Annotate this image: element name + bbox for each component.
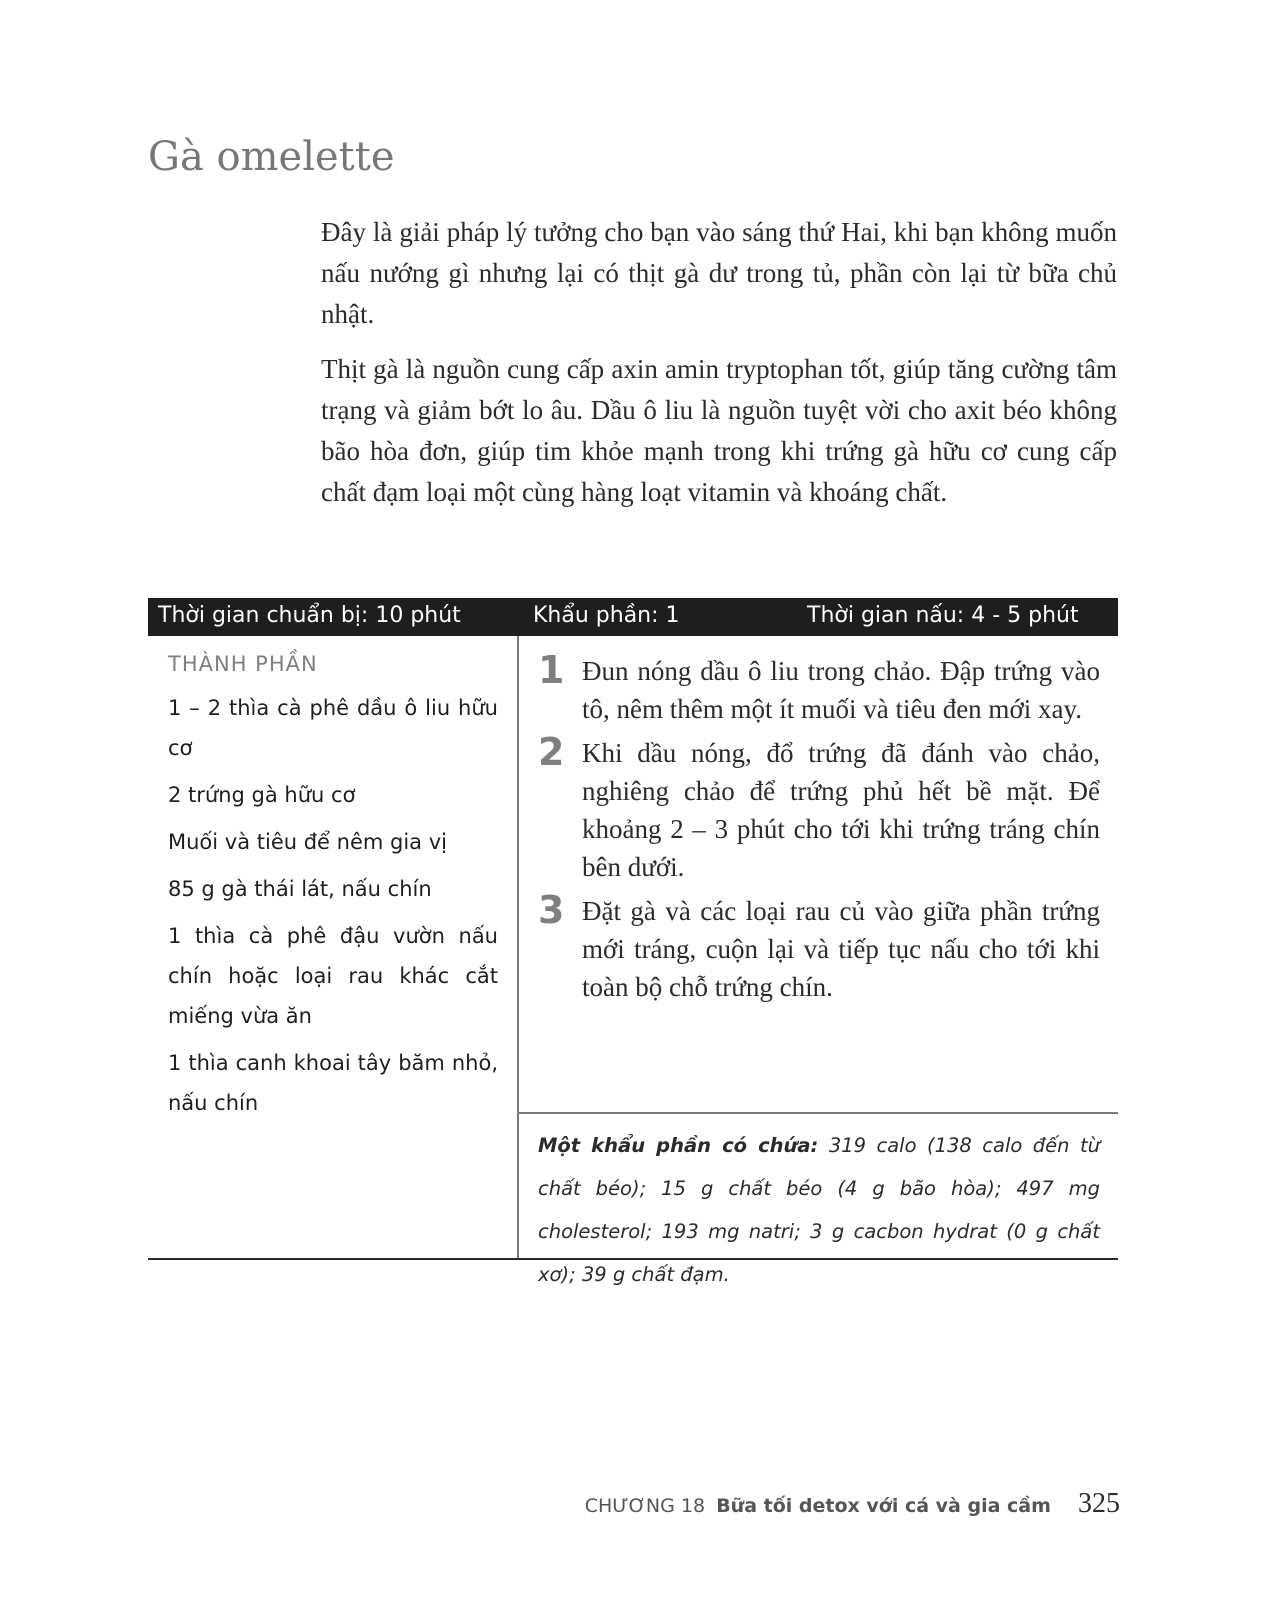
ingredients-panel — [168, 650, 498, 1130]
step-item — [538, 888, 1100, 1006]
servings: Khẩu phần: 1 — [533, 603, 680, 628]
step-text: Khi dầu nóng, đổ trứng đã đánh vào chảo, nghiêng chảo để trứng phủ hết bề mặt. Để khoảng 2 – 3 phút cho tới khi trứng tráng chín bên dưới. — [582, 738, 1100, 882]
step-item — [538, 730, 1100, 886]
nutrition-label: Một khẩu phần có chứa: — [538, 1134, 819, 1157]
footer-chapter: CHƯƠNG 18 — [584, 1495, 706, 1517]
recipe-intro — [321, 212, 1117, 527]
footer-chapter-title: Bữa tối detox với cá và gia cầm — [716, 1495, 1051, 1517]
ingredients-list — [168, 688, 498, 1123]
ingredient-item: 85 g gà thái lát, nấu chín — [168, 877, 432, 901]
step-item — [538, 648, 1100, 728]
ingredients-heading: THÀNH PHẦN — [168, 652, 318, 676]
column-divider — [517, 636, 519, 1260]
step-text: Đun nóng dầu ô liu trong chảo. Đập trứng vào tô, nêm thêm một ít muối và tiêu đen mới xay. — [582, 656, 1100, 724]
step-text: Đặt gà và các loại rau củ vào giữa phần trứng mới tráng, cuộn lại và tiếp tục nấu cho tới khi toàn bộ chỗ trứng chín. — [582, 896, 1100, 1002]
step-number: 3 — [538, 888, 565, 932]
ingredient-item: 1 thìa canh khoai tây băm nhỏ, nấu chín — [168, 1051, 498, 1115]
cook-time: Thời gian nấu: 4 - 5 phút — [807, 603, 1079, 628]
prep-time: Thời gian chuẩn bị: 10 phút — [158, 603, 461, 628]
page-footer — [585, 1488, 1120, 1520]
step-number: 1 — [538, 648, 565, 692]
ingredient-item: 1 – 2 thìa cà phê dầu ô liu hữu cơ — [168, 696, 498, 760]
page-number: 325 — [1078, 1488, 1120, 1519]
nutrition-info — [538, 1124, 1100, 1296]
steps-panel — [538, 648, 1100, 1012]
ingredient-item: 1 thìa cà phê đậu vườn nấu chín hoặc loại rau khác cắt miếng vừa ăn — [168, 924, 498, 1028]
ingredient-item: 2 trứng gà hữu cơ — [168, 783, 356, 807]
ingredient-item: Muối và tiêu để nêm gia vị — [168, 830, 447, 854]
recipe-title: Gà omelette — [148, 134, 395, 180]
intro-paragraph: Đây là giải pháp lý tưởng cho bạn vào sáng thứ Hai, khi bạn không muốn nấu nướng gì nhưng lại có thịt gà dư trong tủ, phần còn lại từ bữa chủ nhật. — [321, 217, 1117, 329]
nutrition-text: 319 calo (138 calo đến từ chất béo); 15 g chất béo (4 g bão hòa); 497 mg cholesterol; 193 mg natri; 3 g cacbon hydrat (0 g chất xơ); 39 g chất đạm. — [538, 1134, 1100, 1286]
step-number: 2 — [538, 730, 565, 774]
nutrition-divider — [519, 1112, 1118, 1114]
recipe-info-bar — [148, 598, 1118, 636]
intro-paragraph: Thịt gà là nguồn cung cấp axin amin tryptophan tốt, giúp tăng cường tâm trạng và giảm bớt lo âu. Dầu ô liu là nguồn tuyệt vời cho axit béo không bão hòa đơn, giúp tim khỏe mạnh trong khi trứng gà hữu cơ cung cấp chất đạm loại một cùng hàng loạt vitamin và khoáng chất. — [321, 354, 1117, 507]
